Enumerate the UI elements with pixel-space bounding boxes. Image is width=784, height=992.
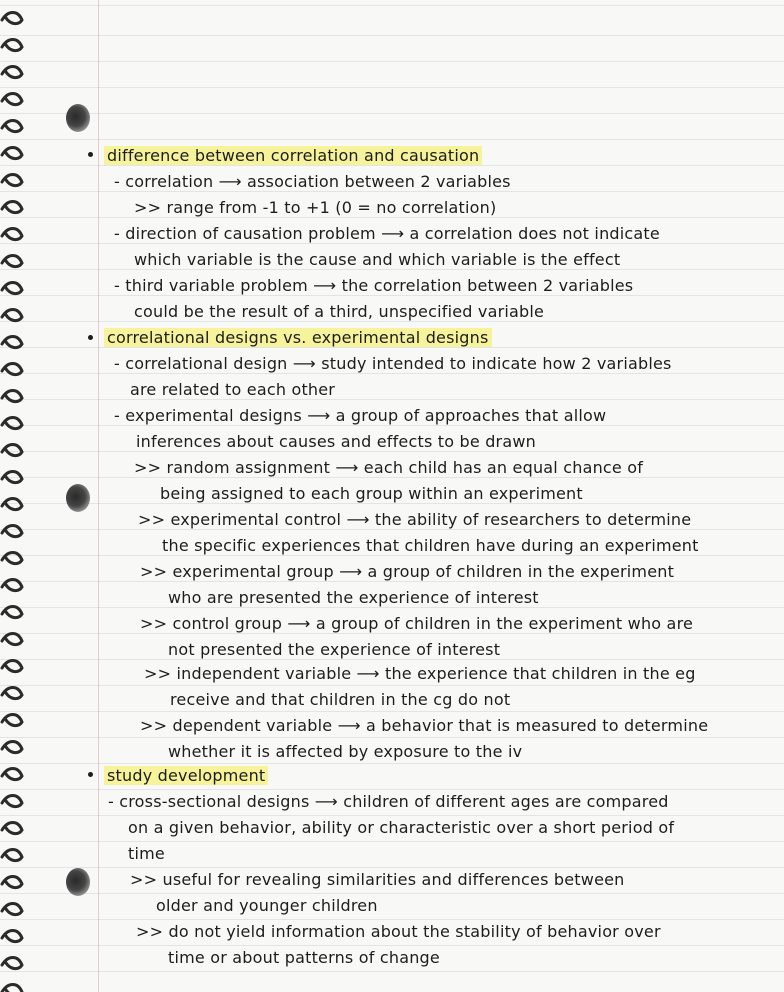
note-line: >> experimental group ⟶ a group of children in the experiment [140, 562, 675, 581]
note-line: - cross-sectional designs ⟶ children of different ages are compared [108, 792, 669, 811]
heading-study-development: study development [104, 766, 268, 786]
note-line: the specific experiences that children have during an experiment [162, 536, 699, 555]
note-line: time [128, 844, 165, 863]
note-line: >> useful for revealing similarities and differences between [130, 870, 625, 889]
note-line: whether it is affected by exposure to the iv [168, 742, 523, 761]
note-line: who are presented the experience of interest [168, 588, 539, 607]
note-line: - third variable problem ⟶ the correlation between 2 variables [114, 276, 634, 295]
note-line: receive and that children in the cg do not [170, 690, 511, 709]
note-line: older and younger children [156, 896, 378, 915]
note-line: not presented the experience of interest [168, 640, 501, 659]
heading-correlation-causation: difference between correlation and causation [104, 146, 482, 166]
note-line: on a given behavior, ability or characteristic over a short period of [128, 818, 675, 837]
note-line: are related to each other [130, 380, 336, 399]
note-line: >> do not yield information about the stability of behavior over [136, 922, 661, 941]
bullet-icon [88, 772, 93, 777]
note-line: could be the result of a third, unspecified variable [134, 302, 545, 321]
note-line: >> independent variable ⟶ the experience that children in the eg [144, 664, 696, 683]
bullet-icon [88, 335, 93, 340]
note-line: >> range from -1 to +1 (0 = no correlation) [134, 198, 497, 217]
note-line: which variable is the cause and which variable is the effect [134, 250, 621, 269]
bullet-icon [88, 152, 93, 157]
note-line: >> control group ⟶ a group of children in the experiment who are [140, 614, 694, 633]
note-line: inferences about causes and effects to be drawn [136, 432, 536, 451]
note-line: >> dependent variable ⟶ a behavior that is measured to determine [140, 716, 709, 735]
note-line: - direction of causation problem ⟶ a correlation does not indicate [114, 224, 660, 243]
note-line: - experimental designs ⟶ a group of approaches that allow [114, 406, 607, 425]
note-line: time or about patterns of change [168, 948, 440, 967]
note-line: >> random assignment ⟶ each child has an equal chance of [134, 458, 644, 477]
note-line: - correlational design ⟶ study intended to indicate how 2 variables [114, 354, 672, 373]
note-line: being assigned to each group within an experiment [160, 484, 583, 503]
heading-designs: correlational designs vs. experimental designs [104, 328, 492, 348]
note-line: >> experimental control ⟶ the ability of researchers to determine [138, 510, 692, 529]
note-line: - correlation ⟶ association between 2 variables [114, 172, 511, 191]
